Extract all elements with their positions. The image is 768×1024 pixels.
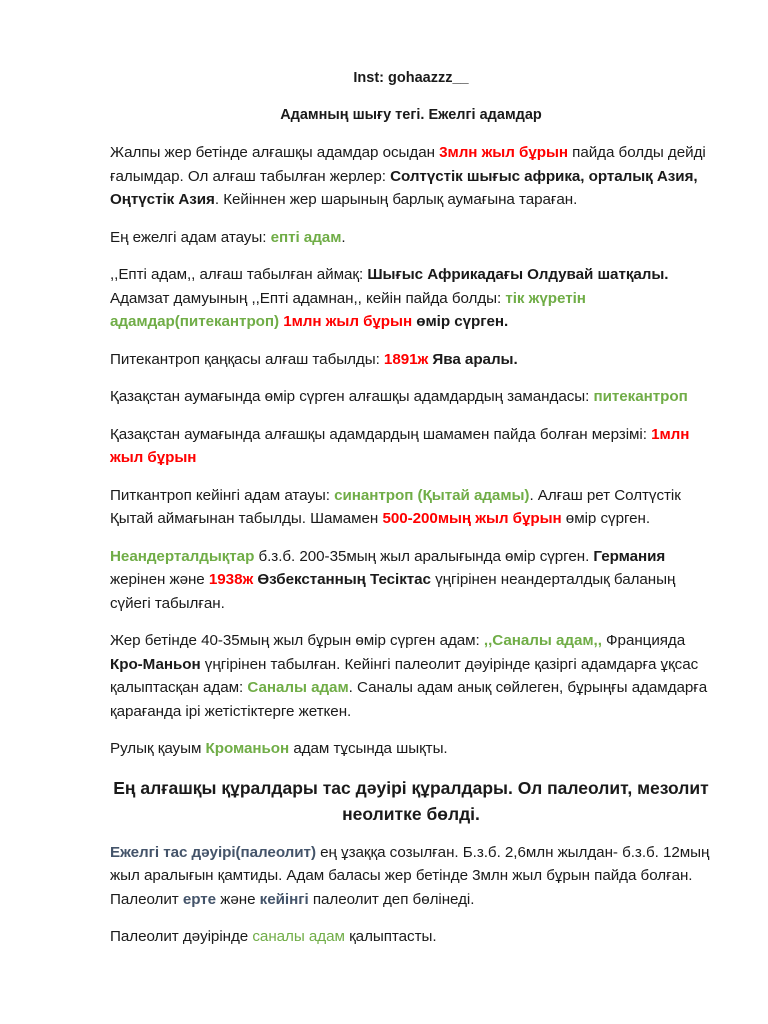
highlight-term: тік жүретін адамдар(питекантроп) bbox=[110, 289, 586, 330]
text: . Алғаш рет Солтүстік Қытай аймағынан табылды. Шамамен bbox=[110, 486, 681, 527]
highlight-date: 1891ж bbox=[383, 350, 429, 368]
section-heading: Ең алғашқы құралдары тас дәуірі құралдары. Ол палеолит, мезолит неолитке бөлді. bbox=[113, 777, 709, 824]
highlight-term: ерте bbox=[182, 890, 217, 908]
text: . bbox=[341, 228, 346, 246]
paragraph-origin bbox=[110, 141, 712, 212]
text: Питкантроп кейінгі адам атауы: bbox=[110, 486, 335, 504]
text: . Кейіннен жер шарының барлық аумағына тараған. bbox=[214, 191, 578, 208]
highlight-phrase: өмір сүрген. bbox=[416, 313, 509, 330]
highlight-term: Неандерталдықтар bbox=[110, 547, 255, 565]
highlight-place: Өзбекстанның Тесіктас bbox=[257, 571, 431, 588]
text: адам тұсында шықты. bbox=[289, 740, 448, 757]
paragraph-pithecanthropus bbox=[110, 348, 712, 372]
highlight-date: 1млн жыл бұрын bbox=[283, 313, 413, 330]
highlight-place: Германия bbox=[593, 547, 666, 565]
highlight-date: 3млн жыл бұрын bbox=[439, 144, 568, 161]
highlight-term: ,,Саналы адам,, bbox=[483, 632, 602, 649]
text: ең ұзаққа созылған. Б.з.б. 2,6млн жылдан- б.з.б. 12мың жыл аралығын қамтиды. Адам баласы жер бетінде 3млн жыл бұрын пайда болған. Палеолит bbox=[110, 843, 710, 908]
highlight-date: 1млн жыл бұрын bbox=[110, 425, 690, 466]
text: пайда болды дейді ғалымдар. Ол алғаш табылған жерлер: bbox=[110, 144, 706, 185]
instagram-handle: Inst: gohaazzz__ bbox=[353, 70, 469, 86]
paragraph-sinanthropus bbox=[110, 484, 712, 531]
text: Қазақстан аумағында алғашқы адамдардың шамамен пайда болған мерзімі: bbox=[110, 425, 652, 443]
text: Францияда bbox=[601, 632, 686, 649]
highlight-place: Кро-Маньон bbox=[110, 655, 201, 673]
text: палеолит деп бөлінеді. bbox=[308, 890, 475, 908]
highlight-regions: Солтүстік шығыс африка, орталық Азия, Оңтүстік Азия bbox=[110, 167, 698, 208]
highlight-term: епті адам bbox=[270, 228, 342, 246]
highlight-place: Ява аралы. bbox=[432, 350, 518, 368]
text: Жер бетінде 40-35мың жыл бұрын өмір сүрген адам: bbox=[110, 632, 484, 649]
text: қалыптасты. bbox=[344, 928, 437, 945]
text: Адамзат дамуының ,,Епті адамнан,, кейін пайда болды: bbox=[110, 289, 506, 307]
text: жерінен және bbox=[110, 571, 209, 588]
text: б.з.б. 200-35мың жыл аралығында өмір сүрген. bbox=[254, 547, 594, 565]
paragraph-kazakhstan-date bbox=[110, 423, 712, 470]
paragraph-clan bbox=[110, 737, 712, 761]
text: Питекантроп қаңқасы алғаш табылды: bbox=[110, 350, 384, 368]
text: өмір сүрген. bbox=[561, 510, 651, 527]
text: Қазақстан аумағында өмір сүрген алғашқы адамдардың замандасы: bbox=[110, 388, 594, 405]
highlight-term: Саналы адам bbox=[247, 679, 349, 696]
paragraph-paleolithic-sapiens bbox=[110, 925, 712, 949]
highlight-date: 1938ж bbox=[208, 571, 254, 588]
highlight-term: саналы адам bbox=[252, 928, 345, 945]
paragraph-paleolithic bbox=[110, 841, 712, 912]
paragraph-neanderthals bbox=[110, 545, 712, 616]
paragraph-homo-habilis bbox=[110, 263, 712, 334]
document-title: Адамның шығу тегі. Ежелгі адамдар bbox=[280, 107, 542, 123]
text: Рулық қауым bbox=[110, 740, 206, 757]
text: үңгірінен табылған. Кейінгі палеолит дәуірінде қазіргі адамдарға ұқсас қалыптасқан адам: bbox=[110, 655, 699, 696]
text: Ең ежелгі адам атауы: bbox=[110, 228, 271, 246]
highlight-term: питекантроп bbox=[593, 388, 688, 405]
highlight-place: Шығыс Африкадағы Олдувай шатқалы. bbox=[367, 266, 669, 283]
paragraph-homo-sapiens bbox=[110, 629, 712, 723]
highlight-term: Ежелгі тас дәуірі(палеолит) bbox=[110, 843, 316, 861]
text: . Саналы адам анық сөйлеген, бұрыңғы адамдарға қарағанда ірі жетістіктерге жеткен. bbox=[110, 679, 708, 720]
paragraph-kazakhstan-contemporary bbox=[110, 385, 712, 409]
text: Палеолит дәуірінде bbox=[110, 928, 253, 945]
text: ,,Епті адам,, алғаш табылған аймақ: bbox=[110, 266, 368, 283]
text: Жалпы жер бетінде алғашқы адамдар осыдан bbox=[110, 144, 440, 161]
highlight-term: синантроп (Қытай адамы) bbox=[334, 486, 530, 504]
text: үңгірінен неандерталдық баланың сүйегі табылған. bbox=[110, 571, 676, 612]
text: және bbox=[216, 890, 260, 908]
highlight-term: Кроманьон bbox=[205, 740, 290, 757]
paragraph-earliest-human bbox=[110, 226, 712, 250]
highlight-date: 500-200мың жыл бұрын bbox=[382, 510, 562, 527]
highlight-term: кейінгі bbox=[259, 890, 309, 908]
